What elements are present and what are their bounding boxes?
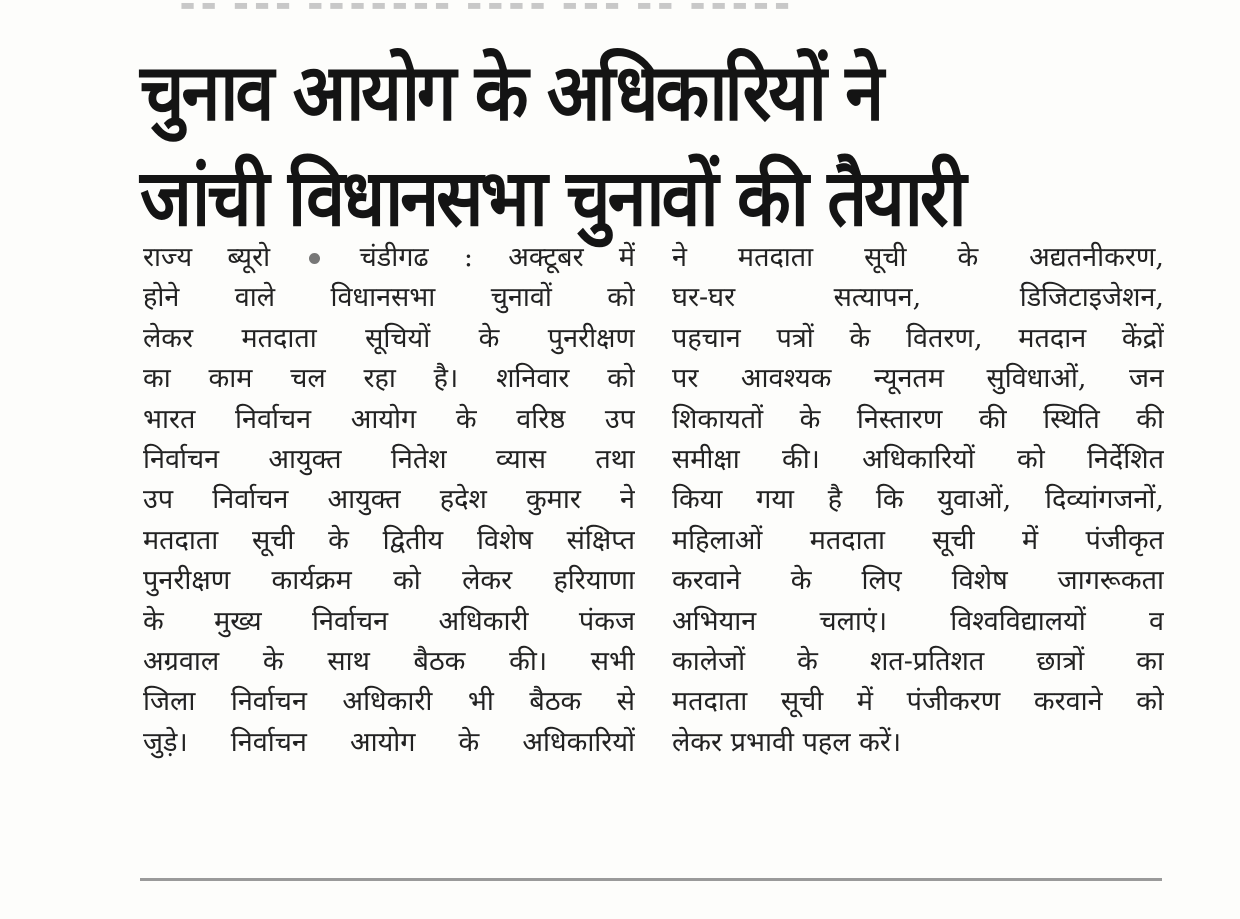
body-line: मतदाता सूची के द्वितीय विशेष संक्षिप्त (143, 524, 635, 556)
body-line: शिकायतों के निस्तारण की स्थिति की (672, 403, 1164, 435)
body-line: करवाने के लिए विशेष जागरूकता (672, 565, 1164, 597)
body-line: किया गया है कि युवाओं, दिव्यांगजनों, (672, 484, 1164, 516)
body-line: ने मतदाता सूची के अद्यतनीकरण, (672, 242, 1164, 273)
dateline-line (143, 238, 635, 278)
body-line: लेकर मतदाता सूचियों के पुनरीक्षण (143, 322, 635, 354)
body-line: महिलाओं मतदाता सूची में पंजीकृत (672, 524, 1164, 556)
body-line: समीक्षा की। अधिकारियों को निर्देशित (672, 443, 1164, 475)
body-line: कालेजों के शत-प्रतिशत छात्रों का (672, 645, 1164, 677)
dateline-place: चंडीगढ : (359, 242, 473, 273)
body-line: पर आवश्यक न्यूनतम सुविधाओं, जन (672, 363, 1164, 395)
body-text: अक्टूबर में (508, 242, 635, 273)
bottom-rule (140, 878, 1162, 881)
body-line-final: लेकर प्रभावी पहल करें। (672, 726, 902, 758)
article-headline (140, 40, 1140, 251)
body-line: होने वाले विधानसभा चुनावों को (143, 282, 635, 314)
body-line: पहचान पत्रों के वितरण, मतदान केंद्रों (672, 322, 1164, 354)
body-line: घर-घर सत्यापन, डिजिटाइजेशन, (672, 282, 1164, 314)
body-line: अग्रवाल के साथ बैठक की। सभी (143, 645, 635, 677)
bullet-dot (309, 253, 320, 264)
article-column-left (143, 238, 635, 763)
dateline-source: राज्य ब्यूरो (143, 242, 271, 273)
body-line: का काम चल रहा है। शनिवार को (143, 363, 635, 395)
cut-off-previous-text: ▬▬ ▬▬▬ ▬▬▬▬▬▬▬ ▬▬▬▬ ▬▬▬ ▬▬ ▬▬▬▬▬ (180, 0, 796, 10)
body-line: पुनरीक्षण कार्यक्रम को लेकर हरियाणा (143, 565, 635, 597)
headline-line-2: जांची विधानसभा चुनावों की तैयारी (140, 152, 964, 244)
article-column-right (672, 238, 1164, 763)
body-line: जुड़े। निर्वाचन आयोग के अधिकारियों (143, 726, 635, 758)
body-line: भारत निर्वाचन आयोग के वरिष्ठ उप (143, 403, 635, 435)
body-line: मतदाता सूची में पंजीकरण करवाने को (672, 686, 1164, 718)
body-line: जिला निर्वाचन अधिकारी भी बैठक से (143, 686, 635, 718)
body-line: के मुख्य निर्वाचन अधिकारी पंकज (143, 605, 635, 637)
body-line: अभियान चलाएं। विश्वविद्यालयों व (672, 605, 1164, 637)
body-line: उप निर्वाचन आयुक्त हदेश कुमार ने (143, 484, 635, 516)
headline-line-1: चुनाव आयोग के अधिकारियों ने (140, 46, 882, 139)
body-line: निर्वाचन आयुक्त नितेश व्यास तथा (143, 443, 635, 475)
